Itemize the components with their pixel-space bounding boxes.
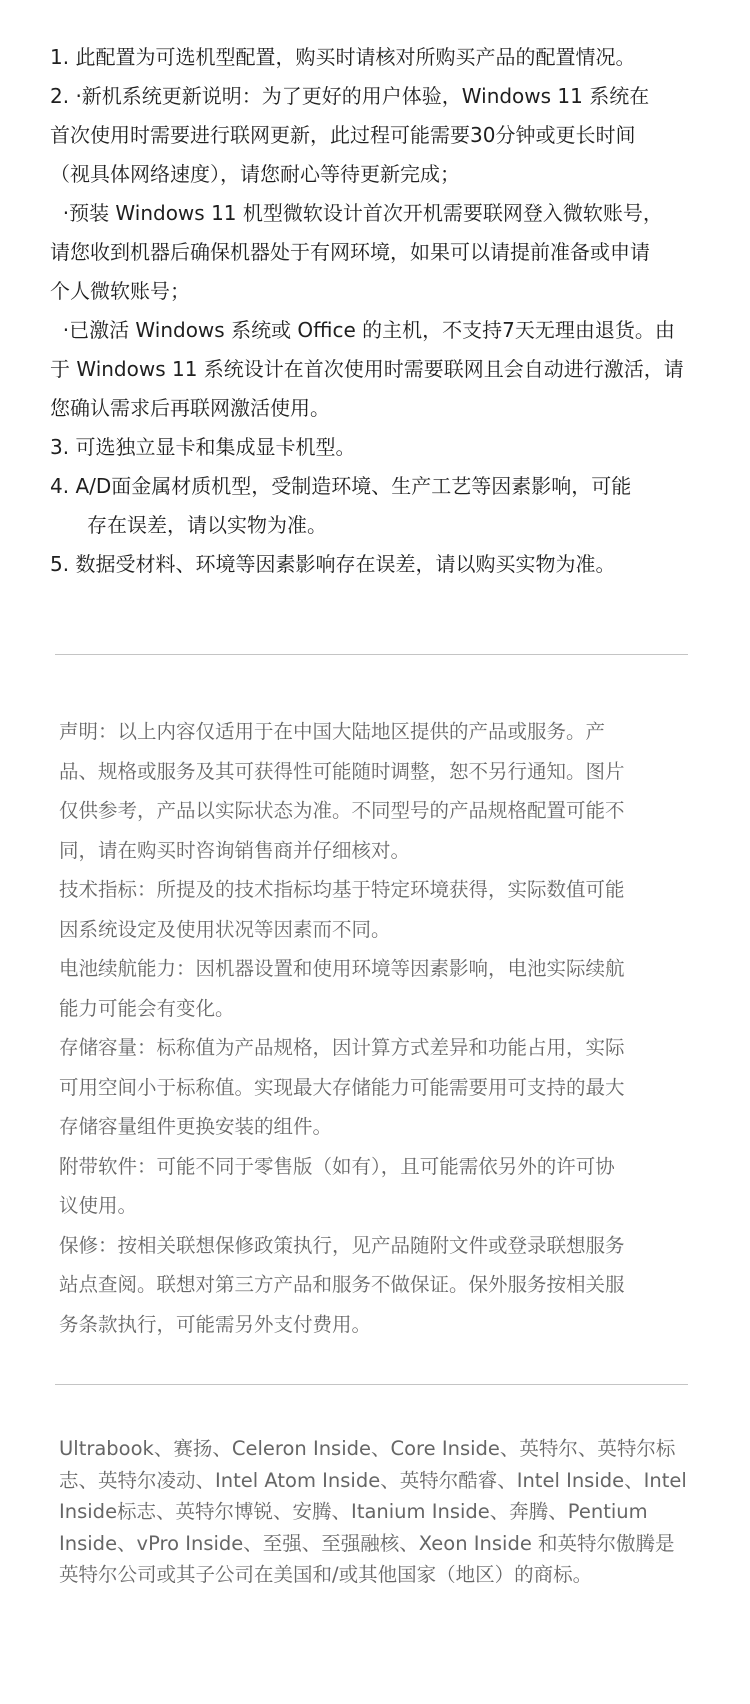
note-line: 首次使用时需要进行联网更新，此过程可能需要30分钟或更长时间 — [50, 123, 636, 147]
disclaimer-line: 因系统设定及使用状况等因素而不同。 — [59, 917, 391, 941]
disclaimer-line: 可用空间小于标称值。实现最大存储能力可能需要用可支持的最大 — [59, 1075, 625, 1099]
note-line: 请您收到机器后确保机器处于有网环境，如果可以请提前准备或申请 — [50, 240, 650, 264]
note-line: 个人微软账号； — [50, 279, 190, 303]
note-line: 5. 数据受材料、环境等因素影响存在误差，请以购买实物为准。 — [50, 552, 616, 576]
disclaimer-line: 品、规格或服务及其可获得性可能随时调整，恕不另行通知。图片 — [59, 759, 625, 783]
disclaimer-line: 站点查阅。联想对第三方产品和服务不做保证。保外服务按相关服 — [59, 1273, 625, 1296]
section-divider — [55, 1384, 688, 1385]
note-line: 2. ·新机系统更新说明：为了更好的用户体验，Windows 11 系统在 — [50, 84, 650, 108]
note-line: 您确认需求后再联网激活使用。 — [50, 396, 330, 420]
disclaimer-line: 存储容量：标称值为产品规格，因计算方式差异和功能占用，实际 — [59, 1036, 625, 1059]
disclaimer-section — [59, 712, 679, 1344]
disclaimer-line: 同，请在购买时咨询销售商并仔细核对。 — [59, 838, 411, 862]
note-line: 于 Windows 11 系统设计在首次使用时需要联网且会自动进行激活，请 — [50, 357, 684, 381]
note-line: 存在误差，请以实物为准。 — [87, 513, 327, 537]
section-divider — [55, 654, 688, 655]
disclaimer-line: 保修：按相关联想保修政策执行，见产品随附文件或登录联想服务 — [59, 1233, 625, 1257]
note-line: 1. 此配置为可选机型配置，购买时请核对所购买产品的配置情况。 — [50, 45, 636, 69]
note-line: ·预装 Windows 11 机型微软设计首次开机需要联网登入微软账号， — [50, 201, 663, 225]
note-line: （视具体网络速度），请您耐心等待更新完成； — [50, 162, 460, 186]
disclaimer-line: 声明：以上内容仅适用于在中国大陆地区提供的产品或服务。产 — [59, 720, 606, 743]
disclaimer-line: 存储容量组件更换安装的组件。 — [59, 1115, 333, 1138]
note-line: 4. A/D面金属材质机型，受制造环境、生产工艺等因素影响，可能 — [50, 474, 632, 498]
disclaimer-line: 技术指标：所提及的技术指标均基于特定环境获得，实际数值可能 — [59, 878, 625, 901]
purchase-notes-section — [50, 38, 726, 584]
disclaimer-line: 仅供参考，产品以实际状态为准。不同型号的产品规格配置可能不 — [59, 799, 625, 822]
disclaimer-line: 能力可能会有变化。 — [59, 996, 235, 1020]
disclaimer-line: 附带软件：可能不同于零售版（如有），且可能需依另外的许可协 — [59, 1154, 615, 1178]
disclaimer-line: 务条款执行，可能需另外支付费用。 — [59, 1312, 372, 1336]
note-line: 3. 可选独立显卡和集成显卡机型。 — [50, 435, 356, 459]
disclaimer-line: 电池续航能力：因机器设置和使用环境等因素影响，电池实际续航 — [59, 957, 625, 980]
trademark-notice: Ultrabook、赛扬、Celeron Inside、Core Inside、英特尔、英特尔标志、英特尔凌动、Intel Atom Inside、英特尔酷睿、Intel Inside、Intel Inside标志、英特尔博锐、安腾、Itanium Inside、奔腾、Pentium Inside、vPro Inside、至强、至强融核、Xeon Inside 和英特尔傲腾是英特尔公司或其子公司在美国和/或其他国家（地区）的商标。 — [59, 1437, 687, 1586]
disclaimer-line: 议使用。 — [59, 1194, 138, 1217]
note-line: ·已激活 Windows 系统或 Office 的主机，不支持7天无理由退货。由 — [50, 318, 675, 342]
